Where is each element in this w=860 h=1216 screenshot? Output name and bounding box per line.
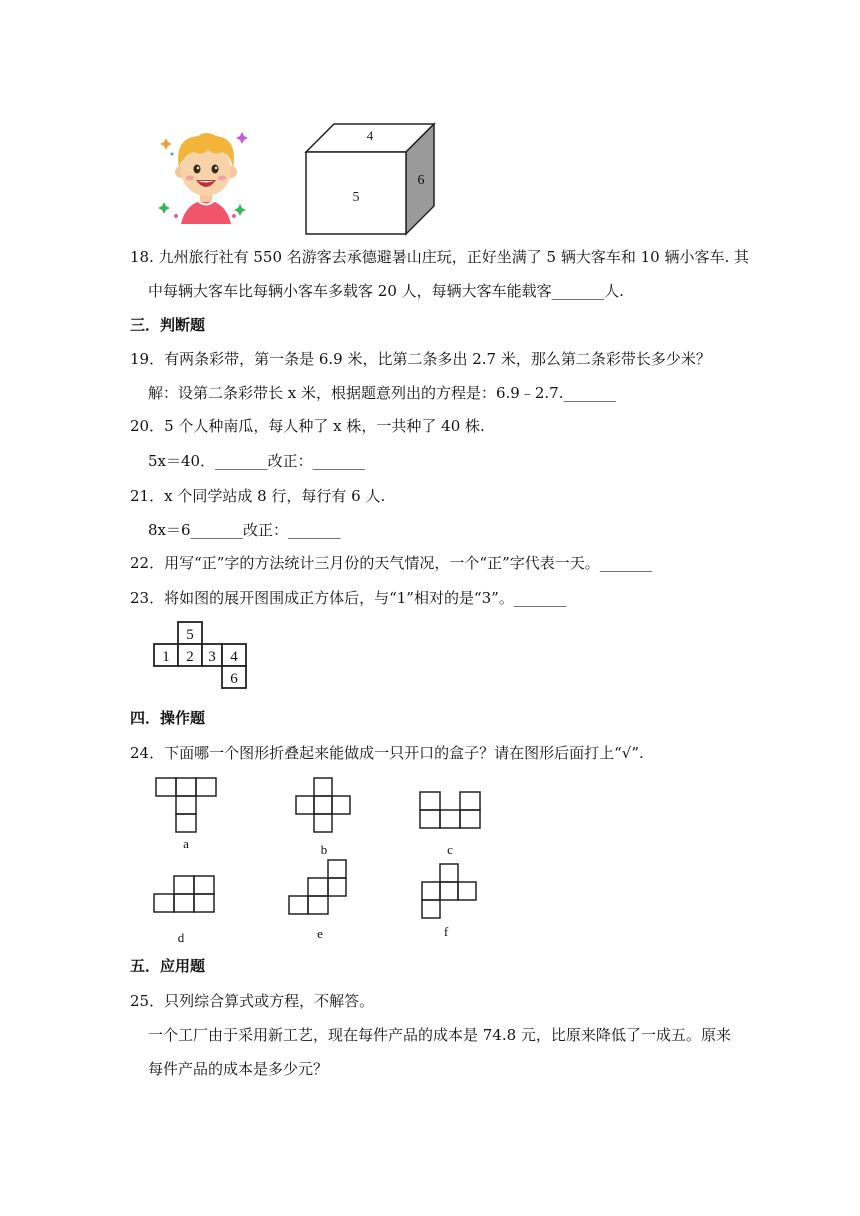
question-25-line1: 25．只列综合算式或方程，不解答。: [130, 992, 375, 1010]
question-18-line1: 18. 九州旅行社有 550 名游客去承德避暑山庄玩，正好坐满了 5 辆大客车和 10 辆小客车. 其: [130, 248, 750, 266]
cube-net-diagram: [148, 620, 252, 694]
option-c-label: c: [447, 842, 453, 857]
option-b-label: b: [320, 842, 328, 857]
cube-front-label: 5: [352, 190, 360, 205]
cube-side-label: 6: [417, 173, 425, 188]
cartoon-boy-image: [156, 124, 256, 224]
question-25-line2: 一个工厂由于采用新工艺，现在每件产品的成本是 74.8 元，比原来降低了一成五。原来: [148, 1026, 731, 1044]
net-cell-2: 2: [186, 649, 194, 665]
net-cell-4: 4: [230, 649, 238, 665]
net-cell-5: 5: [186, 627, 194, 643]
cube-diagram: [302, 120, 442, 238]
option-f-label: f: [443, 924, 449, 939]
question-24: 24．下面哪一个图形折叠起来能做成一只开口的盒子？请在图形后面打上“√”.: [130, 744, 644, 762]
question-18-line2: 中每辆大客车比每辆小客车多载客 20 人，每辆大客车能载客_______人.: [148, 282, 624, 300]
question-19-line2: 解：设第二条彩带长 x 米，根据题意列出的方程是：6.9﹣2.7._______: [148, 384, 616, 402]
option-a-label: a: [183, 836, 189, 851]
section-5-heading: 五．应用题: [130, 957, 206, 975]
question-21-line1: 21．x 个同学站成 8 行，每行有 6 人.: [130, 487, 386, 505]
section-3-heading: 三．判断题: [130, 316, 206, 334]
question-21-line2: 8x＝6_______改正：_______: [148, 521, 341, 539]
question-20-line1: 20．5 个人种南瓜，每人种了 x 株，一共种了 40 株.: [130, 417, 485, 435]
option-d-label: d: [177, 930, 185, 945]
cube-top-label: 4: [366, 128, 374, 143]
net-cell-3: 3: [208, 649, 216, 665]
option-e-label: e: [317, 926, 323, 941]
question-19-line1: 19．有两条彩带，第一条是 6.9 米，比第二条多出 2.7 米，那么第二条彩带长多少米？: [130, 350, 711, 368]
net-cell-1: 1: [162, 649, 170, 665]
net-cell-6: 6: [230, 671, 238, 687]
question-22: 22．用写“正”字的方法统计三月份的天气情况，一个“正”字代表一天。_______: [130, 554, 653, 572]
question-20-line2: 5x＝40．_______改正：_______: [148, 452, 366, 470]
question-25-line3: 每件产品的成本是多少元？: [148, 1060, 329, 1078]
question-23: 23．将如图的展开图围成正方体后，与“1”相对的是“3”。_______: [130, 589, 567, 607]
box-net-options: [146, 772, 496, 950]
section-4-heading: 四．操作题: [130, 709, 206, 727]
